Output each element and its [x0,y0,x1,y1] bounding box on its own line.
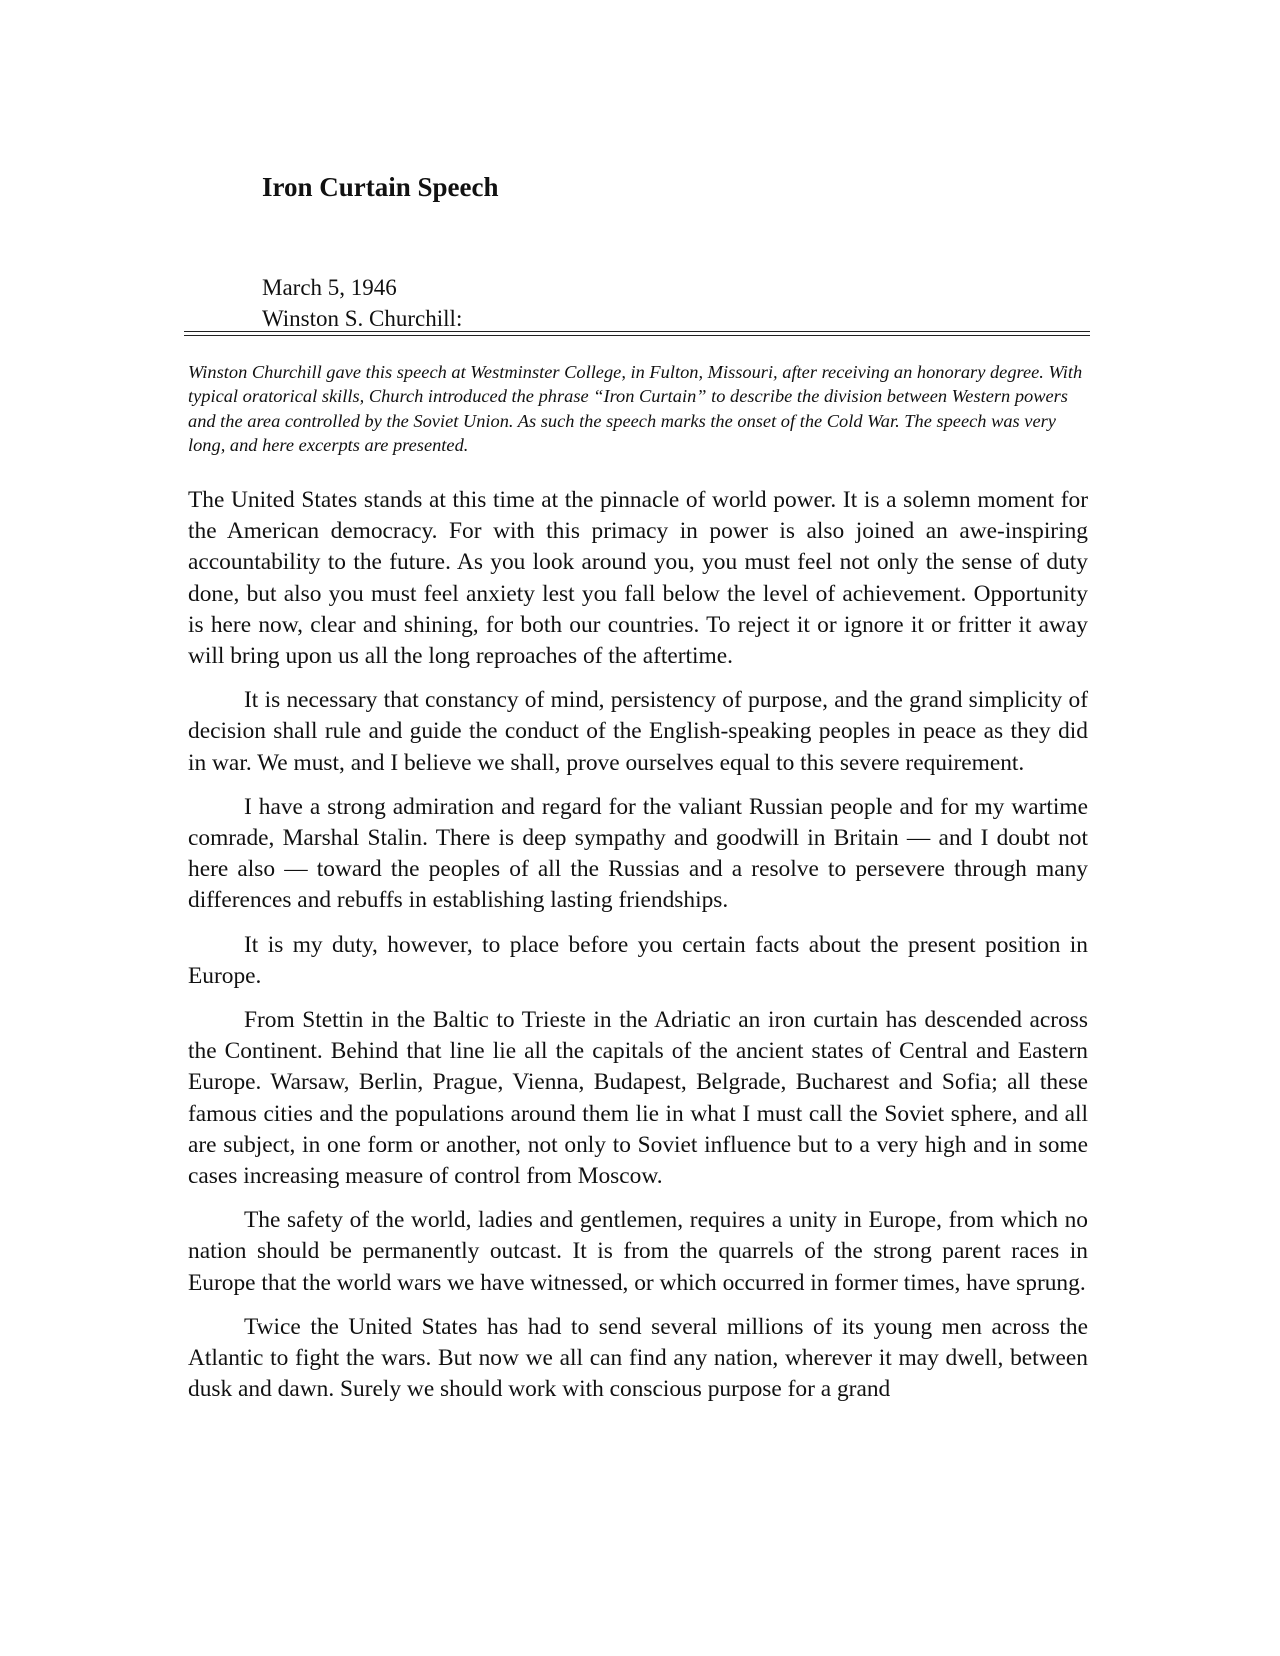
paragraph: It is necessary that constancy of mind, persistency of purpose, and the grand simplicity of decision shall rule and guide the conduct of the English-speaking peoples in peace as they did in war. We must, and I believe we shall, prove ourselves equal to this severe requirement. [188,687,1088,776]
document-meta [262,272,462,334]
header-divider-bottom [184,335,1090,336]
header-divider-top [184,331,1090,332]
abstract: Winston Churchill gave this speech at Westminster College, in Fulton, Missouri, after receiving an honorary degree. With typical oratorical skills, Church introduced the phrase “Iron Curtain” to describe the division between Western powers and the area controlled by the Soviet Union. As such the speech marks the onset of the Cold War. The speech was very long, and here excerpts are presented. [188,362,1083,456]
paragraph: From Stettin in the Baltic to Trieste in the Adriatic an iron curtain has descended across the Continent. Behind that line lie all the capitals of the ancient states of Central and Eastern Europe. Warsaw, Berlin, Prague, Vienna, Budapest, Belgrade, Bucharest and Sofia; all these famous cities and the populations around them lie in what I must call the Soviet sphere, and all are subject, in one form or another, not only to Soviet influence but to a very high and in some cases increasing measure of control from Moscow. [188,1007,1088,1190]
speech-body [188,485,1088,1418]
paragraph: The United States stands at this time at the pinnacle of world power. It is a solemn moment for the American democracy. For with this primacy in power is also joined an awe-inspiring accountability to the future. As you look around you, you must feel not only the sense of duty done, but also you must feel anxiety lest you fall below the level of achievement. Opportunity is here now, clear and shining, for both our countries. To reject it or ignore it or fritter it away will bring upon us all the long reproaches of the aftertime. [188,487,1088,670]
paragraph: I have a strong admiration and regard for the valiant Russian people and for my wartime comrade, Marshal Stalin. There is deep sympathy and goodwill in Britain — and I doubt not here also — toward the peoples of all the Russias and a resolve to persevere through many differences and rebuffs in establishing lasting friendships. [188,793,1088,914]
speech-author: Winston S. Churchill: [262,306,463,331]
speech-date: March 5, 1946 [262,275,397,300]
paragraph: Twice the United States has had to send several millions of its young men across the Atlantic to fight the wars. But now we all can find any nation, wherever it may dwell, between dusk and dawn. Surely we should work with conscious purpose for a grand [188,1313,1088,1403]
document-title: Iron Curtain Speech [262,172,499,202]
paragraph: The safety of the world, ladies and gentlemen, requires a unity in Europe, from which no nation should be permanently outcast. It is from the quarrels of the strong parent races in Europe that the world wars we have witnessed, or which occurred in former times, have sprung. [188,1207,1088,1296]
paragraph: It is my duty, however, to place before you certain facts about the present position in Europe. [188,931,1088,989]
